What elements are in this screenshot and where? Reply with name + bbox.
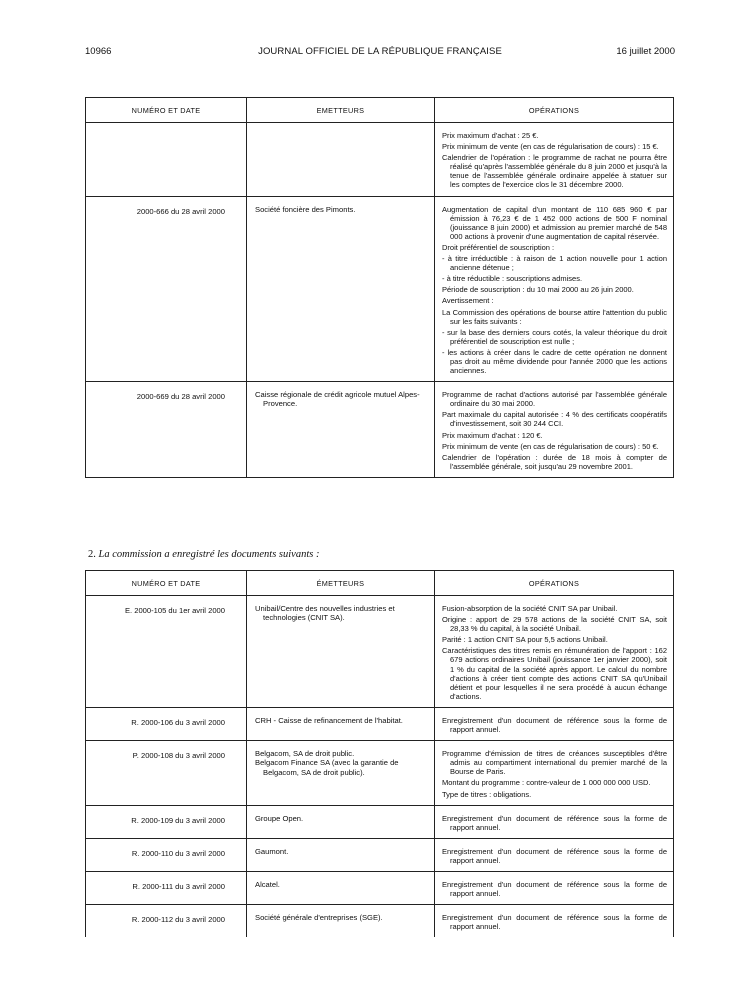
operations-cell — [435, 871, 674, 904]
numero-text: R. 2000-106 du 3 avril 2000 — [131, 717, 225, 727]
numero-cell — [86, 707, 247, 740]
emetteur-line: Gaumont. — [255, 846, 289, 856]
numero-cell — [86, 871, 247, 904]
table-header-row — [86, 571, 674, 596]
table-row — [86, 196, 674, 382]
operation-paragraph: Prix minimum de vente (en cas de régularisation de cours) : 15 €. — [442, 142, 659, 152]
table-row — [86, 741, 674, 805]
operations-cell — [435, 382, 674, 478]
column-header-numero: NUMÉRO ET DATE — [86, 571, 247, 596]
issue-date: 16 juillet 2000 — [616, 46, 675, 57]
emetteur-line: Alcatel. — [255, 879, 280, 889]
operation-paragraph: - à titre irréductible : à raison de 1 action nouvelle pour 1 action ancienne détenue ; — [442, 254, 667, 273]
emetteur-line: Société foncière des Pimonts. — [255, 204, 356, 214]
page-number: 10966 — [85, 46, 112, 57]
operation-paragraph: Avertissement : — [442, 296, 494, 306]
section-number: 2. — [88, 549, 96, 560]
operation-paragraph: Programme d'émission de titres de créances susceptibles d'être admis au compartiment international du premier marché de la Bourse de Paris. — [442, 749, 667, 777]
numero-text: R. 2000-111 du 3 avril 2000 — [132, 881, 225, 891]
numero-cell — [86, 805, 247, 838]
column-header-operations: OPÉRATIONS — [435, 98, 674, 123]
journal-title: JOURNAL OFFICIEL DE LA RÉPUBLIQUE FRANÇAISE — [258, 46, 502, 57]
emetteur-cell — [247, 838, 435, 871]
operation-paragraph: Enregistrement d'un document de référence sous la forme de rapport annuel. — [442, 913, 667, 932]
operations-cell — [435, 805, 674, 838]
operation-paragraph: Enregistrement d'un document de référence sous la forme de rapport annuel. — [442, 846, 667, 865]
emetteur-line: Unibail/Centre des nouvelles industries et technologies (CNIT SA). — [255, 604, 395, 623]
operation-paragraph: Période de souscription : du 10 mai 2000 au 26 juin 2000. — [442, 285, 634, 295]
operation-paragraph: Type de titres : obligations. — [442, 789, 532, 799]
operation-paragraph: Enregistrement d'un document de référence sous la forme de rapport annuel. — [442, 879, 667, 899]
emetteur-line: Belgacom Finance SA (avec la garantie de Belgacom, SA de droit public). — [255, 758, 399, 777]
operation-paragraph: La Commission des opérations de bourse attire l'attention du public sur les faits suivants : — [442, 307, 667, 326]
table-row — [86, 382, 674, 478]
numero-text: E. 2000-105 du 1er avril 2000 — [124, 606, 225, 615]
operation-paragraph: Augmentation de capital d'un montant de 110 685 960 € par émission à 76,23 € de 1 452 000 actions de 500 F nominal (jouissance 8 juin 2000) et admission au premier marché de 548 000 actions à provenir d'une augmentation de capital réservée. — [442, 204, 667, 241]
operation-paragraph: Prix maximum d'achat : 25 €. — [442, 131, 539, 140]
numero-text: R. 2000-109 du 3 avril 2000 — [131, 815, 225, 825]
operation-paragraph: Montant du programme : contre-valeur de 1 000 000 000 USD. — [442, 778, 651, 788]
table-header-row — [86, 98, 674, 123]
emetteur-line: Société générale d'entreprises (SGE). — [255, 913, 383, 923]
section-heading — [88, 549, 319, 560]
emetteur-cell — [247, 123, 435, 197]
numero-text: R. 2000-112 du 3 avril 2000 — [131, 915, 225, 925]
operation-paragraph: Origine : apport de 29 578 actions de la société CNIT SA, soit 28,33 % du capital, à la société Unibail. — [442, 615, 667, 634]
numero-cell — [86, 596, 247, 708]
operation-paragraph: Calendrier de l'opération : le programme de rachat ne pourra être réalisé qu'après l'assemblée générale du 8 juin 2000 et jusqu'à la tenue de l'assemblée générale ordinaire appelée à statuer sur les comptes de l'exercice clos le 31 décembre 2000. — [442, 153, 667, 190]
operations-cell — [435, 741, 674, 805]
numero-cell — [86, 905, 247, 938]
numero-cell — [86, 123, 247, 197]
operations-cell — [435, 707, 674, 740]
numero-text: P. 2000-108 du 3 avril 2000 — [132, 751, 225, 761]
operation-paragraph: Caractéristiques des titres remis en rémunération de l'apport : 162 679 actions ordinaires Unibail (jouissance 1er janvier 2000), soit 1 % du capital de la société après apport. Le calcul du nombre d'actions à créer tient compte des actions CNIT SA qu'Unibail détient et pour lesquelles il ne sera procédé à aucun échange d'actions. — [442, 646, 667, 701]
emetteur-cell — [247, 871, 435, 904]
operations-cell — [435, 196, 674, 382]
numero-cell — [86, 382, 247, 478]
numero-text: 2000-669 du 28 avril 2000 — [136, 392, 225, 402]
table-row — [86, 707, 674, 740]
table-row — [86, 596, 674, 708]
column-header-emetteurs: ÉMETTEURS — [247, 571, 435, 596]
numero-text: 2000-666 du 28 avril 2000 — [136, 206, 225, 216]
operation-paragraph: Enregistrement d'un document de référence sous la forme de rapport annuel. — [442, 715, 667, 735]
emetteur-line: Caisse régionale de crédit agricole mutuel Alpes-Provence. — [255, 390, 420, 409]
table-row — [86, 805, 674, 838]
table-row — [86, 123, 674, 197]
table-row — [86, 905, 674, 938]
emetteur-cell — [247, 196, 435, 382]
operation-paragraph: - sur la base des derniers cours cotés, la valeur théorique du droit préférentiel de souscription est nulle ; — [442, 327, 667, 346]
operation-paragraph: Prix minimum de vente (en cas de régularisation de cours) : 50 €. — [442, 441, 659, 451]
numero-cell — [86, 741, 247, 805]
operation-paragraph: - les actions à créer dans le cadre de cette opération ne donnent pas droit au même dividende pour l'année 2000 que les actions anciennes. — [442, 347, 667, 376]
operation-paragraph: Enregistrement d'un document de référence sous la forme de rapport annuel. — [442, 813, 667, 832]
column-header-emetteurs: EMETTEURS — [247, 98, 435, 123]
emetteur-line: CRH - Caisse de refinancement de l'habitat. — [255, 715, 403, 725]
operation-paragraph: Prix maximum d'achat : 120 €. — [442, 430, 543, 440]
operation-paragraph: Droit préférentiel de souscription : — [442, 242, 555, 252]
emetteur-cell — [247, 596, 435, 708]
operations-table-2 — [85, 570, 674, 937]
operations-table-1 — [85, 97, 674, 478]
operation-paragraph: Fusion-absorption de la société CNIT SA par Unibail. — [442, 604, 618, 613]
section-title: La commission a enregistré les documents suivants : — [98, 549, 320, 560]
numero-cell — [86, 196, 247, 382]
operations-cell — [435, 596, 674, 708]
emetteur-cell — [247, 905, 435, 938]
emetteur-cell — [247, 805, 435, 838]
emetteur-line: Groupe Open. — [255, 813, 304, 823]
operation-paragraph: - à titre réductible : souscriptions admises. — [442, 274, 583, 284]
operation-paragraph: Part maximale du capital autorisée : 4 % des certificats coopératifs d'investissement, soit 30 244 CCI. — [442, 410, 667, 429]
column-header-numero: NUMÉRO ET DATE — [86, 98, 247, 123]
numero-cell — [86, 838, 247, 871]
operation-paragraph: Parité : 1 action CNIT SA pour 5,5 actions Unibail. — [442, 635, 608, 645]
operation-paragraph: Calendrier de l'opération : durée de 18 mois à compter de l'assemblée générale, soit jusqu'au 29 novembre 2001. — [442, 452, 667, 471]
emetteur-cell — [247, 382, 435, 478]
emetteur-cell — [247, 707, 435, 740]
table-row — [86, 871, 674, 904]
operations-cell — [435, 123, 674, 197]
operation-paragraph: Programme de rachat d'actions autorisé par l'assemblée générale ordinaire du 30 mai 2000. — [442, 390, 667, 409]
emetteur-cell — [247, 741, 435, 805]
column-header-operations: OPÉRATIONS — [435, 571, 674, 596]
emetteur-line: Belgacom, SA de droit public. — [255, 749, 355, 759]
numero-text: R. 2000-110 du 3 avril 2000 — [131, 848, 225, 858]
operations-cell — [435, 838, 674, 871]
operations-cell — [435, 905, 674, 938]
table-row — [86, 838, 674, 871]
